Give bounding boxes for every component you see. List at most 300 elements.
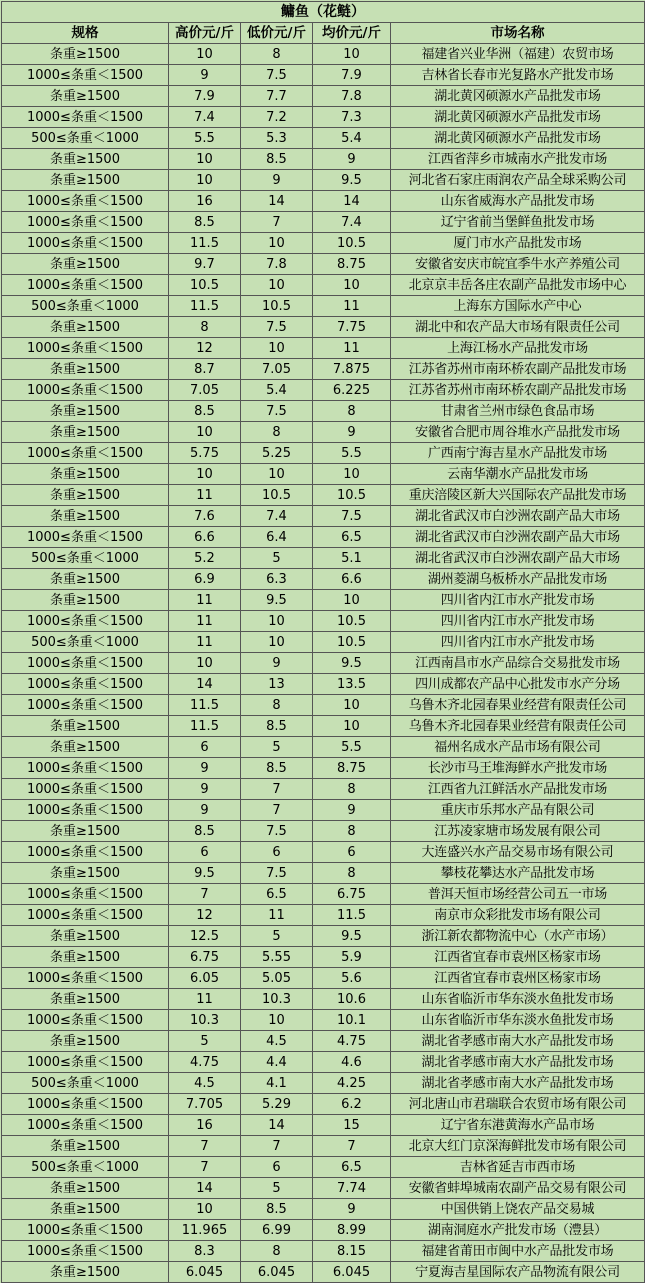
avg-price-cell: 5.9 [313, 947, 391, 968]
spec-cell: 1000≤条重＜1500 [2, 380, 169, 401]
table-row [2, 1157, 645, 1178]
low-price-cell: 9 [241, 653, 313, 674]
table-row [2, 170, 645, 191]
avg-price-cell: 7.75 [313, 317, 391, 338]
low-price-cell: 14 [241, 191, 313, 212]
market-cell: 湖北省孝感市南大水产品批发市场 [391, 1073, 645, 1094]
spec-cell: 条重≥1500 [2, 149, 169, 170]
spec-cell: 1000≤条重＜1500 [2, 842, 169, 863]
spec-cell: 条重≥1500 [2, 422, 169, 443]
spec-cell: 条重≥1500 [2, 254, 169, 275]
spec-cell: 条重≥1500 [2, 989, 169, 1010]
spec-cell: 条重≥1500 [2, 1199, 169, 1220]
high-price-cell: 8.5 [169, 212, 241, 233]
low-price-cell: 6.3 [241, 569, 313, 590]
table-row [2, 716, 645, 737]
low-price-cell: 13 [241, 674, 313, 695]
low-price-cell: 10 [241, 611, 313, 632]
high-price-cell: 11.5 [169, 233, 241, 254]
spec-cell: 条重≥1500 [2, 1178, 169, 1199]
high-price-cell: 8.3 [169, 1241, 241, 1262]
spec-cell: 条重≥1500 [2, 170, 169, 191]
market-cell: 四川成都农产品中心批发市水产分场 [391, 674, 645, 695]
low-price-cell: 8.5 [241, 149, 313, 170]
high-price-cell: 11.5 [169, 716, 241, 737]
table-row [2, 380, 645, 401]
header-row [2, 23, 645, 44]
table-row [2, 86, 645, 107]
market-cell: 湖州菱湖乌板桥水产品批发市场 [391, 569, 645, 590]
spec-cell: 条重≥1500 [2, 1031, 169, 1052]
table-row [2, 1178, 645, 1199]
avg-price-cell: 8 [313, 863, 391, 884]
low-price-cell: 7.05 [241, 359, 313, 380]
high-price-cell: 7.05 [169, 380, 241, 401]
low-price-cell: 8.5 [241, 758, 313, 779]
spec-cell: 1000≤条重＜1500 [2, 1220, 169, 1241]
avg-price-cell: 10.5 [313, 485, 391, 506]
column-header-spec: 规格 [2, 23, 169, 44]
market-cell: 大连盛兴水产品交易市场有限公司 [391, 842, 645, 863]
low-price-cell: 7.7 [241, 86, 313, 107]
spec-cell: 500≤条重＜1000 [2, 296, 169, 317]
table-row [2, 779, 645, 800]
column-header-high-price: 高价元/斤 [169, 23, 241, 44]
market-cell: 吉林省长春市光复路水产批发市场 [391, 65, 645, 86]
low-price-cell: 6 [241, 1157, 313, 1178]
avg-price-cell: 13.5 [313, 674, 391, 695]
table-row [2, 422, 645, 443]
market-cell: 乌鲁木齐北园春果业经营有限责任公司 [391, 695, 645, 716]
avg-price-cell: 8.99 [313, 1220, 391, 1241]
spec-cell: 500≤条重＜1000 [2, 1157, 169, 1178]
spec-cell: 1000≤条重＜1500 [2, 338, 169, 359]
avg-price-cell: 6.75 [313, 884, 391, 905]
avg-price-cell: 10.5 [313, 611, 391, 632]
table-row [2, 926, 645, 947]
low-price-cell: 4.4 [241, 1052, 313, 1073]
table-row [2, 569, 645, 590]
spec-cell: 500≤条重＜1000 [2, 548, 169, 569]
low-price-cell: 7.5 [241, 317, 313, 338]
low-price-cell: 8 [241, 44, 313, 65]
avg-price-cell: 6.6 [313, 569, 391, 590]
avg-price-cell: 7.9 [313, 65, 391, 86]
table-row [2, 1115, 645, 1136]
spec-cell: 1000≤条重＜1500 [2, 800, 169, 821]
table-row [2, 1052, 645, 1073]
market-cell: 吉林省延吉市西市场 [391, 1157, 645, 1178]
market-cell: 辽宁省东港黄海水产品市场 [391, 1115, 645, 1136]
market-cell: 中国供销上饶农产品交易城 [391, 1199, 645, 1220]
high-price-cell: 7 [169, 884, 241, 905]
high-price-cell: 5.75 [169, 443, 241, 464]
spec-cell: 条重≥1500 [2, 569, 169, 590]
high-price-cell: 6.045 [169, 1262, 241, 1283]
market-cell: 湖北省孝感市南大水产品批发市场 [391, 1052, 645, 1073]
avg-price-cell: 5.5 [313, 737, 391, 758]
market-cell: 长沙市马王堆海鲜水产批发市场 [391, 758, 645, 779]
avg-price-cell: 7.5 [313, 506, 391, 527]
market-cell: 重庆市乐邦水产品有限公司 [391, 800, 645, 821]
market-cell: 江苏省苏州市南环桥农副产品批发市场 [391, 380, 645, 401]
market-cell: 河北省石家庄雨润农产品全球采购公司 [391, 170, 645, 191]
high-price-cell: 10 [169, 464, 241, 485]
spec-cell: 1000≤条重＜1500 [2, 968, 169, 989]
spec-cell: 500≤条重＜1000 [2, 1073, 169, 1094]
avg-price-cell: 8 [313, 821, 391, 842]
market-cell: 湖南洞庭水产批发市场（澧县） [391, 1220, 645, 1241]
low-price-cell: 9.5 [241, 590, 313, 611]
high-price-cell: 11 [169, 611, 241, 632]
low-price-cell: 8 [241, 695, 313, 716]
market-cell: 南京市众彩批发市场有限公司 [391, 905, 645, 926]
low-price-cell: 6 [241, 842, 313, 863]
table-row [2, 338, 645, 359]
low-price-cell: 10 [241, 464, 313, 485]
low-price-cell: 10 [241, 233, 313, 254]
high-price-cell: 9.5 [169, 863, 241, 884]
market-cell: 湖北中和农产品大市场有限责任公司 [391, 317, 645, 338]
avg-price-cell: 15 [313, 1115, 391, 1136]
market-cell: 江西南昌市水产品综合交易批发市场 [391, 653, 645, 674]
table-row [2, 842, 645, 863]
avg-price-cell: 8 [313, 779, 391, 800]
avg-price-cell: 7 [313, 1136, 391, 1157]
high-price-cell: 7.4 [169, 107, 241, 128]
table-row [2, 1094, 645, 1115]
low-price-cell: 5.3 [241, 128, 313, 149]
low-price-cell: 7 [241, 1136, 313, 1157]
high-price-cell: 10.3 [169, 1010, 241, 1031]
avg-price-cell: 10.1 [313, 1010, 391, 1031]
low-price-cell: 4.5 [241, 1031, 313, 1052]
high-price-cell: 10 [169, 1199, 241, 1220]
market-cell: 江西省宜春市袁州区杨家市场 [391, 947, 645, 968]
high-price-cell: 6.6 [169, 527, 241, 548]
avg-price-cell: 7.875 [313, 359, 391, 380]
avg-price-cell: 4.25 [313, 1073, 391, 1094]
market-cell: 普洱天恒市场经营公司五一市场 [391, 884, 645, 905]
table-title: 鳙鱼（花鲢） [2, 2, 645, 23]
spec-cell: 1000≤条重＜1500 [2, 233, 169, 254]
high-price-cell: 8.7 [169, 359, 241, 380]
spec-cell: 条重≥1500 [2, 44, 169, 65]
market-cell: 湖北省孝感市南大水产品批发市场 [391, 1031, 645, 1052]
low-price-cell: 7.4 [241, 506, 313, 527]
table-row [2, 695, 645, 716]
table-row [2, 1010, 645, 1031]
avg-price-cell: 8.15 [313, 1241, 391, 1262]
spec-cell: 条重≥1500 [2, 1262, 169, 1283]
spec-cell: 1000≤条重＜1500 [2, 1241, 169, 1262]
market-cell: 甘肃省兰州市绿色食品市场 [391, 401, 645, 422]
table-row [2, 758, 645, 779]
spec-cell: 1000≤条重＜1500 [2, 1094, 169, 1115]
low-price-cell: 4.1 [241, 1073, 313, 1094]
spec-cell: 条重≥1500 [2, 947, 169, 968]
avg-price-cell: 5.1 [313, 548, 391, 569]
spec-cell: 条重≥1500 [2, 359, 169, 380]
column-header-market: 市场名称 [391, 23, 645, 44]
table-row [2, 1199, 645, 1220]
high-price-cell: 8.5 [169, 401, 241, 422]
low-price-cell: 5 [241, 737, 313, 758]
spec-cell: 1000≤条重＜1500 [2, 653, 169, 674]
high-price-cell: 9 [169, 758, 241, 779]
market-cell: 上海江杨水产品批发市场 [391, 338, 645, 359]
low-price-cell: 8 [241, 1241, 313, 1262]
market-cell: 厦门市水产品批发市场 [391, 233, 645, 254]
market-cell: 浙江新农都物流中心（水产市场） [391, 926, 645, 947]
table-row [2, 233, 645, 254]
high-price-cell: 10 [169, 653, 241, 674]
low-price-cell: 7.5 [241, 863, 313, 884]
market-cell: 湖北省武汉市白沙洲农副产品大市场 [391, 527, 645, 548]
spec-cell: 条重≥1500 [2, 485, 169, 506]
avg-price-cell: 14 [313, 191, 391, 212]
market-cell: 江苏凌家塘市场发展有限公司 [391, 821, 645, 842]
table-row [2, 800, 645, 821]
avg-price-cell: 6.225 [313, 380, 391, 401]
spec-cell: 条重≥1500 [2, 737, 169, 758]
avg-price-cell: 10 [313, 44, 391, 65]
table-row [2, 443, 645, 464]
market-cell: 攀枝花攀达水产品批发市场 [391, 863, 645, 884]
market-cell: 四川省内江市水产批发市场 [391, 611, 645, 632]
table-row [2, 1241, 645, 1262]
low-price-cell: 5 [241, 1178, 313, 1199]
high-price-cell: 12 [169, 338, 241, 359]
table-row [2, 611, 645, 632]
column-header-low-price: 低价元/斤 [241, 23, 313, 44]
market-cell: 重庆涪陵区新大兴国际农产品批发市场 [391, 485, 645, 506]
avg-price-cell: 10 [313, 716, 391, 737]
low-price-cell: 10.3 [241, 989, 313, 1010]
avg-price-cell: 7.4 [313, 212, 391, 233]
table-row [2, 44, 645, 65]
avg-price-cell: 9.5 [313, 653, 391, 674]
table-row [2, 464, 645, 485]
spec-cell: 条重≥1500 [2, 506, 169, 527]
low-price-cell: 7.5 [241, 821, 313, 842]
low-price-cell: 6.045 [241, 1262, 313, 1283]
table-row [2, 884, 645, 905]
market-cell: 江西省九江鲜活水产品批发市场 [391, 779, 645, 800]
market-cell: 云南华潮水产品批发市场 [391, 464, 645, 485]
spec-cell: 1000≤条重＜1500 [2, 191, 169, 212]
spec-cell: 1000≤条重＜1500 [2, 884, 169, 905]
high-price-cell: 12 [169, 905, 241, 926]
low-price-cell: 5.4 [241, 380, 313, 401]
market-cell: 上海东方国际水产中心 [391, 296, 645, 317]
avg-price-cell: 6.045 [313, 1262, 391, 1283]
high-price-cell: 10 [169, 170, 241, 191]
table-row [2, 590, 645, 611]
high-price-cell: 8 [169, 317, 241, 338]
high-price-cell: 14 [169, 674, 241, 695]
high-price-cell: 9 [169, 65, 241, 86]
avg-price-cell: 11 [313, 338, 391, 359]
market-cell: 安徽省合肥市周谷堆水产品批发市场 [391, 422, 645, 443]
avg-price-cell: 10 [313, 464, 391, 485]
market-cell: 山东省临沂市华东淡水鱼批发市场 [391, 989, 645, 1010]
low-price-cell: 7 [241, 779, 313, 800]
table-row [2, 1031, 645, 1052]
avg-price-cell: 4.75 [313, 1031, 391, 1052]
spec-cell: 条重≥1500 [2, 464, 169, 485]
spec-cell: 条重≥1500 [2, 317, 169, 338]
high-price-cell: 10 [169, 44, 241, 65]
spec-cell: 1000≤条重＜1500 [2, 695, 169, 716]
high-price-cell: 7 [169, 1157, 241, 1178]
avg-price-cell: 7.3 [313, 107, 391, 128]
high-price-cell: 9.7 [169, 254, 241, 275]
table-row [2, 527, 645, 548]
avg-price-cell: 4.6 [313, 1052, 391, 1073]
low-price-cell: 5.29 [241, 1094, 313, 1115]
high-price-cell: 6 [169, 842, 241, 863]
avg-price-cell: 5.6 [313, 968, 391, 989]
spec-cell: 1000≤条重＜1500 [2, 611, 169, 632]
low-price-cell: 10.5 [241, 485, 313, 506]
low-price-cell: 5 [241, 548, 313, 569]
spec-cell: 1000≤条重＜1500 [2, 758, 169, 779]
market-cell: 福建省兴业华洲（福建）农贸市场 [391, 44, 645, 65]
spec-cell: 1000≤条重＜1500 [2, 107, 169, 128]
market-cell: 湖北黄冈硕源水产品批发市场 [391, 128, 645, 149]
low-price-cell: 9 [241, 170, 313, 191]
table-row [2, 317, 645, 338]
table-row [2, 548, 645, 569]
high-price-cell: 16 [169, 1115, 241, 1136]
table-row [2, 401, 645, 422]
low-price-cell: 8.5 [241, 1199, 313, 1220]
table-row [2, 905, 645, 926]
spec-cell: 条重≥1500 [2, 821, 169, 842]
high-price-cell: 8.5 [169, 821, 241, 842]
spec-cell: 1000≤条重＜1500 [2, 674, 169, 695]
high-price-cell: 7 [169, 1136, 241, 1157]
table-row [2, 128, 645, 149]
avg-price-cell: 5.4 [313, 128, 391, 149]
spec-cell: 1000≤条重＜1500 [2, 65, 169, 86]
table-row [2, 1073, 645, 1094]
high-price-cell: 11.965 [169, 1220, 241, 1241]
avg-price-cell: 6 [313, 842, 391, 863]
avg-price-cell: 11.5 [313, 905, 391, 926]
table-row [2, 989, 645, 1010]
high-price-cell: 4.5 [169, 1073, 241, 1094]
low-price-cell: 11 [241, 905, 313, 926]
table-row [2, 1136, 645, 1157]
low-price-cell: 7.2 [241, 107, 313, 128]
low-price-cell: 7 [241, 212, 313, 233]
avg-price-cell: 10.5 [313, 632, 391, 653]
spec-cell: 条重≥1500 [2, 590, 169, 611]
avg-price-cell: 10 [313, 275, 391, 296]
market-cell: 安徽省蚌埠城南农副产品交易有限公司 [391, 1178, 645, 1199]
table-row [2, 821, 645, 842]
avg-price-cell: 6.5 [313, 1157, 391, 1178]
spec-cell: 条重≥1500 [2, 716, 169, 737]
high-price-cell: 7.9 [169, 86, 241, 107]
avg-price-cell: 9 [313, 149, 391, 170]
table-body [2, 44, 645, 1283]
avg-price-cell: 7.8 [313, 86, 391, 107]
market-cell: 山东省威海水产品批发市场 [391, 191, 645, 212]
high-price-cell: 6.05 [169, 968, 241, 989]
high-price-cell: 7.705 [169, 1094, 241, 1115]
high-price-cell: 10.5 [169, 275, 241, 296]
avg-price-cell: 8.75 [313, 254, 391, 275]
table-row [2, 506, 645, 527]
market-cell: 山东省临沂市华东淡水鱼批发市场 [391, 1010, 645, 1031]
avg-price-cell: 11 [313, 296, 391, 317]
spec-cell: 条重≥1500 [2, 86, 169, 107]
table-row [2, 947, 645, 968]
market-cell: 安徽省安庆市皖宜季牛水产养殖公司 [391, 254, 645, 275]
avg-price-cell: 9 [313, 800, 391, 821]
spec-cell: 1000≤条重＜1500 [2, 527, 169, 548]
avg-price-cell: 6.2 [313, 1094, 391, 1115]
high-price-cell: 5 [169, 1031, 241, 1052]
spec-cell: 条重≥1500 [2, 926, 169, 947]
table-row [2, 863, 645, 884]
high-price-cell: 6 [169, 737, 241, 758]
high-price-cell: 11.5 [169, 296, 241, 317]
spec-cell: 500≤条重＜1000 [2, 632, 169, 653]
market-cell: 河北唐山市君瑞联合农贸市场有限公司 [391, 1094, 645, 1115]
low-price-cell: 7.8 [241, 254, 313, 275]
high-price-cell: 10 [169, 149, 241, 170]
spec-cell: 1000≤条重＜1500 [2, 1010, 169, 1031]
high-price-cell: 5.2 [169, 548, 241, 569]
high-price-cell: 7.6 [169, 506, 241, 527]
title-row [2, 2, 645, 23]
avg-price-cell: 7.74 [313, 1178, 391, 1199]
table-row [2, 1262, 645, 1283]
column-header-avg-price: 均价元/斤 [313, 23, 391, 44]
table-row [2, 107, 645, 128]
avg-price-cell: 9.5 [313, 926, 391, 947]
market-cell: 湖北黄冈硕源水产品批发市场 [391, 107, 645, 128]
low-price-cell: 14 [241, 1115, 313, 1136]
spec-cell: 1000≤条重＜1500 [2, 1115, 169, 1136]
low-price-cell: 5.55 [241, 947, 313, 968]
market-cell: 湖北省武汉市白沙洲农副产品大市场 [391, 548, 645, 569]
low-price-cell: 5.05 [241, 968, 313, 989]
low-price-cell: 7 [241, 800, 313, 821]
table-row [2, 968, 645, 989]
low-price-cell: 10 [241, 632, 313, 653]
spec-cell: 1000≤条重＜1500 [2, 905, 169, 926]
avg-price-cell: 9.5 [313, 170, 391, 191]
spec-cell: 条重≥1500 [2, 401, 169, 422]
high-price-cell: 11 [169, 989, 241, 1010]
avg-price-cell: 8 [313, 401, 391, 422]
low-price-cell: 10 [241, 275, 313, 296]
low-price-cell: 6.5 [241, 884, 313, 905]
high-price-cell: 6.9 [169, 569, 241, 590]
market-cell: 宁夏海吉星国际农产品物流有限公司 [391, 1262, 645, 1283]
high-price-cell: 16 [169, 191, 241, 212]
high-price-cell: 12.5 [169, 926, 241, 947]
spec-cell: 1000≤条重＜1500 [2, 443, 169, 464]
market-cell: 江西省宜春市袁州区杨家市场 [391, 968, 645, 989]
table-row [2, 191, 645, 212]
low-price-cell: 10 [241, 338, 313, 359]
